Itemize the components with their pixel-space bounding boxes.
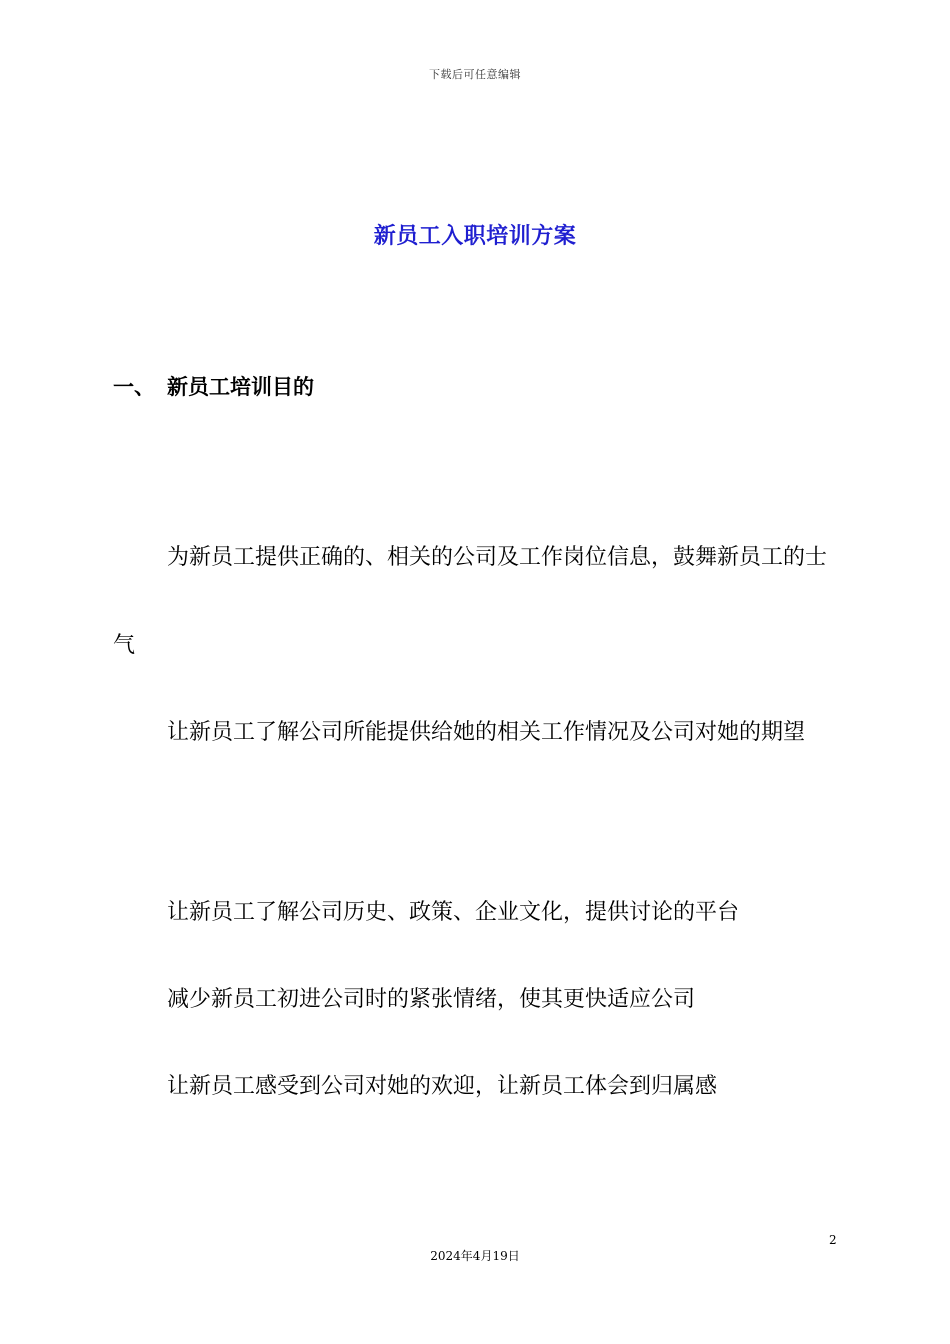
paragraph-5: 让新员工感受到公司对她的欢迎，让新员工体会到归属感 [167,1074,718,1099]
section-number: 一、 [113,375,155,399]
section-heading-text: 新员工培训目的 [167,375,314,399]
document-title: 新员工入职培训方案 [373,224,577,249]
section-heading [113,371,314,401]
paragraph-4: 减少新员工初进公司时的紧张情绪，使其更快适应公司 [167,987,696,1012]
footer-date: 2024年4月19日 [430,1249,520,1263]
paragraph-1: 为新员工提供正确的、相关的公司及工作岗位信息，鼓舞新员工的士气 [113,545,828,658]
page-number: 2 [829,1233,837,1247]
paragraph-3: 让新员工了解公司历史、政策、企业文化，提供讨论的平台 [167,900,740,925]
paragraph-2: 让新员工了解公司所能提供给她的相关工作情况及公司对她的期望 [167,720,806,745]
header-note: 下载后可任意编辑 [429,68,521,81]
